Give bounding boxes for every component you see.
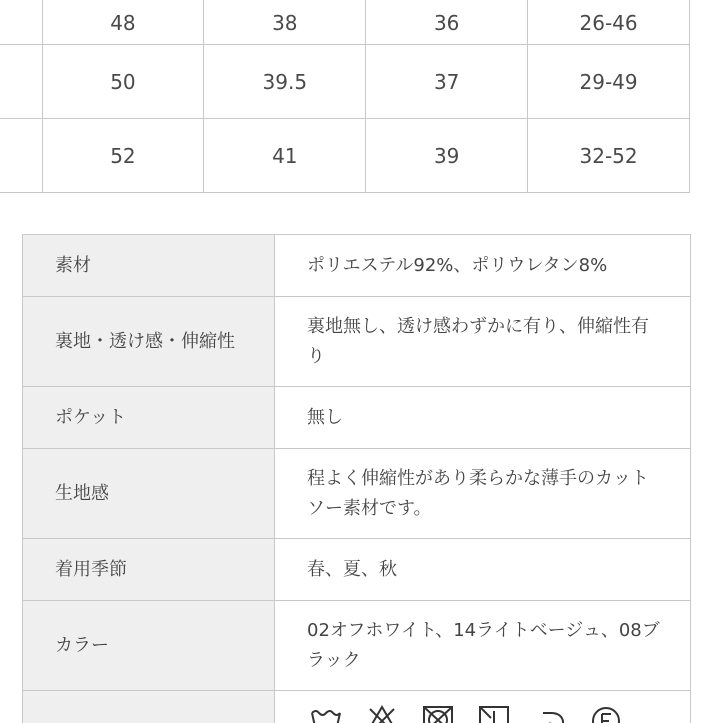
- no-tumble-dry-icon: [421, 701, 455, 723]
- table-cell: 41: [204, 119, 366, 193]
- table-cell: 37: [366, 45, 528, 119]
- table-cell: [0, 119, 42, 193]
- table-cell: 38: [204, 0, 366, 45]
- spec-value: 程よく伸縮性があり柔らかな薄手のカットソー素材です。: [275, 449, 691, 539]
- table-cell: 26-46: [528, 0, 690, 45]
- hand-wash-icon: [309, 701, 343, 723]
- spec-label: [23, 691, 275, 723]
- iron-low-icon: [533, 701, 567, 723]
- spec-label: 素材: [23, 235, 275, 297]
- table-cell: 36: [366, 0, 528, 45]
- spec-value: 無し: [275, 387, 691, 449]
- spec-value: ポリエステル92%、ポリウレタン8%: [275, 235, 691, 297]
- size-table: [0, 0, 690, 193]
- spec-value: 春、夏、秋: [275, 539, 691, 601]
- spec-row-material: [23, 235, 691, 297]
- line-dry-shade-icon: [477, 701, 511, 723]
- table-cell: 52: [42, 119, 204, 193]
- spec-label: 着用季節: [23, 539, 275, 601]
- no-bleach-icon: [365, 701, 399, 723]
- table-row: [0, 119, 690, 193]
- table-cell: [0, 45, 42, 119]
- table-row: [0, 0, 690, 45]
- spec-label: 生地感: [23, 449, 275, 539]
- spec-row-fabric: [23, 449, 691, 539]
- care-icons: [309, 701, 623, 723]
- dry-clean-f-icon: [589, 701, 623, 723]
- spec-row-season: [23, 539, 691, 601]
- spec-label: カラー: [23, 601, 275, 691]
- spec-row-color: [23, 601, 691, 691]
- care-icons-cell: [275, 691, 691, 723]
- spec-row-pocket: [23, 387, 691, 449]
- table-cell: 39: [366, 119, 528, 193]
- spec-row-lining: [23, 297, 691, 387]
- spec-value: 02オフホワイト、14ライトベージュ、08ブラック: [275, 601, 691, 691]
- table-cell: [0, 0, 42, 45]
- table-cell: 50: [42, 45, 204, 119]
- spec-value: 裏地無し、透け感わずかに有り、伸縮性有り: [275, 297, 691, 387]
- table-cell: 32-52: [528, 119, 690, 193]
- table-cell: 48: [42, 0, 204, 45]
- spec-row-care: [23, 691, 691, 723]
- table-cell: 29-49: [528, 45, 690, 119]
- spec-label: 裏地・透け感・伸縮性: [23, 297, 275, 387]
- spec-table: [22, 234, 691, 723]
- table-cell: 39.5: [204, 45, 366, 119]
- table-row: [0, 45, 690, 119]
- spec-label: ポケット: [23, 387, 275, 449]
